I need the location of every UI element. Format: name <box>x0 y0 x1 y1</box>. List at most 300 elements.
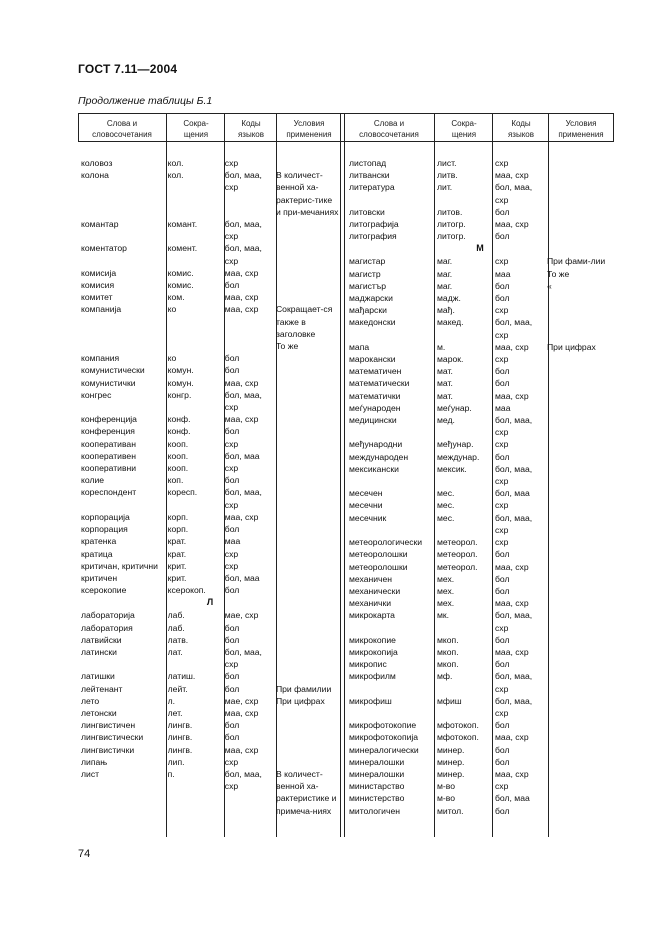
abbreviation-cell: лип. <box>167 756 185 767</box>
table-row <box>349 512 611 536</box>
language-codes-cell: бол, маа <box>224 450 260 461</box>
abbreviation-cell: мфиш <box>437 695 462 706</box>
conditions-cell: « <box>547 280 552 291</box>
conditions-cell <box>547 499 611 511</box>
table-row <box>81 169 339 218</box>
abbreviation-cell: комун. <box>167 365 194 376</box>
abbreviation-cell: мфотокоп. <box>437 732 479 743</box>
table-row <box>81 157 339 169</box>
conditions-cell <box>276 291 339 303</box>
table-row <box>81 474 339 486</box>
word-cell: механичен <box>349 573 393 584</box>
conditions-cell <box>276 267 339 279</box>
language-codes-cell: схр <box>224 560 239 571</box>
conditions-cell <box>547 536 611 548</box>
conditions-cell: То же <box>547 268 570 279</box>
table-row <box>81 744 339 756</box>
word-cell: министерство <box>349 793 405 804</box>
language-codes-cell <box>225 340 276 352</box>
language-codes-cell: схр <box>224 756 239 767</box>
conditions-cell: Сокращает-ся также в заголовке <box>275 304 333 339</box>
header-rule <box>166 113 167 140</box>
table-row <box>81 438 339 450</box>
word-cell: литовски <box>349 206 385 217</box>
conditions-cell <box>547 805 611 817</box>
conditions-cell: То же <box>275 341 299 352</box>
abbreviation-cell: лингв. <box>167 744 193 755</box>
conditions-cell <box>547 756 611 768</box>
header-conditions-right: Условия применения <box>558 119 604 139</box>
abbreviation-cell: кол. <box>167 158 184 168</box>
word-cell: компанија <box>81 304 122 315</box>
table-row <box>349 780 611 792</box>
header-codes-left: Коды языков <box>237 119 265 139</box>
word-cell: конгрес <box>81 389 112 400</box>
abbreviation-cell: мађ. <box>437 305 455 316</box>
language-codes-cell: бол, маа <box>224 572 260 583</box>
abbreviation-cell: мес. <box>437 512 455 523</box>
abbreviation-cell: мкоп. <box>437 634 459 645</box>
language-codes-cell: схр <box>224 463 239 474</box>
table-row <box>349 206 611 218</box>
conditions-cell <box>276 622 339 634</box>
language-codes-cell: маа, схр <box>224 377 259 388</box>
language-codes-cell: схр <box>495 781 509 792</box>
left-column-block <box>81 157 339 817</box>
word-cell: мапа <box>349 341 370 352</box>
conditions-cell <box>276 218 339 242</box>
conditions-cell <box>276 523 339 535</box>
word-cell: механички <box>349 598 392 609</box>
conditions-cell <box>276 389 339 413</box>
language-codes-cell: бол <box>495 744 510 755</box>
abbreviation-cell: ко <box>167 304 177 315</box>
conditions-cell <box>547 670 611 694</box>
conditions-cell <box>547 487 611 499</box>
word-cell: конференция <box>81 426 135 437</box>
language-codes-cell: бол <box>224 622 240 633</box>
word-cell: микропис <box>349 659 387 670</box>
language-codes-cell: маа, схр <box>495 646 529 657</box>
table-row <box>81 707 339 719</box>
word-cell: минералошки <box>349 768 405 779</box>
abbreviation-cell: крит. <box>167 572 187 583</box>
abbreviation-cell: метеорол. <box>437 561 478 572</box>
word-cell: микрофиш <box>349 695 392 706</box>
language-codes-cell: бол, маа, схр <box>224 219 262 242</box>
language-codes-cell: маа, схр <box>495 732 529 743</box>
abbreviation-cell: л. <box>167 695 176 706</box>
word-cell: летонски <box>81 707 117 718</box>
table-row <box>81 389 339 413</box>
language-codes-cell: бол <box>495 756 510 767</box>
conditions-cell <box>276 584 339 596</box>
word-cell: мексикански <box>349 463 399 474</box>
word-cell: лист <box>81 768 100 779</box>
word-cell: лейтенант <box>81 683 123 694</box>
language-codes-cell: бол, маа, схр <box>495 512 533 535</box>
language-codes-cell: маа, схр <box>224 511 259 522</box>
abbreviation-cell: минер. <box>437 744 465 755</box>
abbreviation-cell: кореcп. <box>167 487 198 498</box>
word-cell: маджарски <box>349 293 393 304</box>
language-codes-cell: бол, маа <box>495 793 530 804</box>
language-codes-cell: бол, маа, схр <box>495 463 533 487</box>
word-cell: кратица <box>81 548 113 559</box>
abbreviation-cell: корп. <box>167 524 189 535</box>
abbreviation-cell: латв. <box>167 634 189 645</box>
table-row <box>81 634 339 646</box>
language-codes-cell: бол <box>224 524 240 535</box>
abbreviation-cell: лингв. <box>167 720 193 731</box>
abbreviation-cell: м-во <box>437 793 456 804</box>
conditions-cell <box>547 744 611 756</box>
table-row <box>349 536 611 548</box>
table-row <box>81 352 339 364</box>
table-row <box>81 683 339 695</box>
header-codes-right: Коды языков <box>507 119 535 139</box>
word-cell: метеоролошки <box>349 549 408 560</box>
word-cell: микрокопија <box>349 646 398 657</box>
abbreviation-cell: лингв. <box>167 732 193 743</box>
abbreviation-cell: лаб. <box>167 610 185 621</box>
language-codes-cell: бол <box>495 378 510 389</box>
conditions-cell <box>547 646 611 658</box>
abbreviation-cell: кооп. <box>167 463 189 474</box>
abbreviation-cell: мексик. <box>437 463 467 474</box>
word-cell: микрофотокопие <box>349 720 417 731</box>
abbreviation-cell: конф. <box>167 414 191 425</box>
table-row <box>349 744 611 756</box>
conditions-cell <box>547 719 611 731</box>
table-row <box>349 341 611 353</box>
table-row <box>81 523 339 535</box>
conditions-cell <box>276 548 339 560</box>
table-row <box>349 365 611 377</box>
table-row <box>81 584 339 596</box>
column-rule <box>340 140 341 837</box>
language-codes-cell: маа <box>495 402 511 413</box>
word-cell: међународни <box>349 439 403 450</box>
header-abbr-left: Сокра- щения <box>183 119 209 139</box>
table-row <box>81 622 339 634</box>
table-row <box>349 169 611 181</box>
table-row <box>349 304 611 316</box>
table-row <box>349 463 611 487</box>
abbreviation-cell: лаб. <box>167 622 185 633</box>
table-row <box>349 255 611 267</box>
word-cell: литература <box>349 182 395 193</box>
language-codes-cell: маа, схр <box>495 219 529 230</box>
conditions-cell <box>276 634 339 646</box>
conditions-cell <box>276 731 339 743</box>
abbreviation-cell: метеорол. <box>437 537 478 548</box>
language-codes-cell: бол <box>495 280 510 291</box>
header-rule <box>276 113 277 140</box>
table-row <box>81 719 339 731</box>
abbreviation-cell: комант. <box>167 219 198 230</box>
word-cell: магистар <box>349 256 386 267</box>
conditions-cell <box>547 218 611 230</box>
language-codes-cell: схр <box>495 354 509 365</box>
header-rule <box>224 113 225 140</box>
table-header <box>78 113 614 142</box>
table-row <box>349 670 611 694</box>
table-row <box>349 768 611 780</box>
table-row <box>81 279 339 291</box>
table-row <box>349 756 611 768</box>
abbreviation-cell: крат. <box>167 536 187 547</box>
conditions-cell <box>547 316 611 340</box>
word-cell: метеоролошки <box>349 561 408 572</box>
word-cell: математичен <box>349 366 402 377</box>
language-codes-cell: бол <box>495 634 510 645</box>
language-codes-cell: бол <box>224 585 240 596</box>
abbreviation-cell: ко <box>167 353 177 364</box>
word-cell: критичан, критични <box>81 560 158 571</box>
word-cell: комантар <box>81 219 119 230</box>
table-row <box>81 267 339 279</box>
word-cell: литографија <box>349 219 399 230</box>
language-codes-cell: схр <box>224 438 239 449</box>
language-codes-cell: бол, маа, схр <box>495 671 533 694</box>
abbreviation-cell: литв. <box>437 170 458 181</box>
table-row <box>81 511 339 523</box>
abbreviation-cell: м-во <box>437 781 456 792</box>
language-codes-cell: мае, схр <box>224 610 259 621</box>
language-codes-cell: бол <box>224 280 240 291</box>
language-codes-cell: мае, схр <box>224 695 259 706</box>
word-cell: лингвистически <box>81 732 144 743</box>
abbreviation-cell: мед. <box>437 415 455 426</box>
abbreviation-cell: лит. <box>437 182 453 193</box>
table-row <box>349 695 611 719</box>
table-row <box>349 230 611 242</box>
word-cell: митологичен <box>349 805 400 816</box>
language-codes-cell: бол <box>495 549 510 560</box>
word-cell: литография <box>349 231 397 242</box>
abbreviation-cell: п. <box>167 768 175 779</box>
abbreviation-cell: литов. <box>437 206 463 217</box>
language-codes-cell: бол <box>224 683 240 694</box>
page-number: 74 <box>78 848 91 860</box>
word-cell: конференција <box>81 414 137 425</box>
abbreviation-cell: крат. <box>167 548 187 559</box>
conditions-cell <box>547 402 611 414</box>
abbreviation-cell: ксерокоп. <box>167 585 206 596</box>
word-cell: лабораторија <box>81 610 135 621</box>
table-row <box>349 280 611 292</box>
table-row <box>81 413 339 425</box>
language-codes-cell: маа <box>495 268 511 279</box>
conditions-cell <box>547 438 611 450</box>
abbreviation-cell: маг. <box>437 280 453 291</box>
language-codes-cell: бол <box>224 671 240 682</box>
conditions-cell <box>276 425 339 437</box>
header-rule <box>340 113 341 140</box>
conditions-cell <box>547 573 611 585</box>
table-row <box>349 157 611 169</box>
abbreviation-cell: мат. <box>437 378 453 389</box>
language-codes-cell: бол, маа, схр <box>495 415 533 438</box>
conditions-cell <box>547 304 611 316</box>
language-codes-cell: бол, маа, схр <box>495 317 533 340</box>
language-codes-cell: бол, маа, схр <box>224 243 262 266</box>
table-row <box>81 756 339 768</box>
conditions-cell <box>547 658 611 670</box>
word-cell: колие <box>81 475 105 486</box>
abbreviation-cell: мес. <box>437 488 455 499</box>
word-cell: магистър <box>349 280 387 291</box>
table-row <box>349 181 611 205</box>
abbreviation-cell <box>168 340 225 352</box>
word-cell: лингвистички <box>81 744 135 755</box>
conditions-cell <box>276 572 339 584</box>
table-row <box>349 353 611 365</box>
conditions-cell <box>547 206 611 218</box>
conditions-cell: В количест-венной ха-рактерис-тике и при-мечаниях <box>275 170 339 217</box>
word-cell: минералогически <box>349 744 419 755</box>
language-codes-cell: схр <box>495 439 509 450</box>
table-row <box>349 719 611 731</box>
word-cell: корпорација <box>81 511 130 522</box>
abbreviation-cell: међунар. <box>437 439 474 450</box>
language-codes-cell: маа, схр <box>224 707 259 718</box>
word-cell: магистр <box>349 268 381 279</box>
table-row <box>81 646 339 670</box>
language-codes-cell: бол <box>224 720 240 731</box>
abbreviation-cell: марок. <box>437 354 464 365</box>
word-cell: литвански <box>349 170 390 181</box>
abbreviation-cell: метеорол. <box>437 549 478 560</box>
abbreviation-cell: мех. <box>437 598 455 609</box>
table-row <box>349 646 611 658</box>
conditions-cell: При фами-лии <box>547 256 606 267</box>
word-cell: меѓународен <box>349 402 401 413</box>
language-codes-cell: маа, схр <box>495 768 529 779</box>
table-row <box>81 731 339 743</box>
abbreviation-cell: лист. <box>437 158 457 168</box>
conditions-cell <box>276 756 339 768</box>
word-cell: латински <box>81 646 117 657</box>
language-codes-cell: бол <box>224 634 240 645</box>
conditions-cell <box>547 414 611 438</box>
word-cell: механически <box>349 585 401 596</box>
conditions-cell <box>547 169 611 181</box>
abbreviation-cell: комун. <box>167 377 194 388</box>
abbreviation-cell: кооп. <box>167 438 189 449</box>
abbreviation-cell: мкоп. <box>437 646 459 657</box>
language-codes-cell: бол, маа, схр <box>224 170 262 193</box>
language-codes-cell: маа, схр <box>224 744 259 755</box>
language-codes-cell: бол <box>495 293 510 304</box>
conditions-cell <box>276 609 339 621</box>
language-codes-cell: бол <box>224 732 240 743</box>
language-codes-cell: бол, маа, схр <box>224 389 262 413</box>
abbreviation-cell: кол. <box>167 170 184 181</box>
word-cell: месечен <box>349 488 383 499</box>
word-cell: комисия <box>81 280 115 291</box>
abbreviation-cell: мех. <box>437 585 455 596</box>
table-row <box>81 560 339 572</box>
abbreviation-cell: конф. <box>167 426 191 437</box>
table-row <box>349 597 611 609</box>
conditions-cell <box>547 792 611 804</box>
conditions-cell <box>276 377 339 389</box>
word-cell: листопад <box>349 158 387 168</box>
table-row <box>349 658 611 670</box>
conditions-cell <box>276 242 339 266</box>
conditions-cell <box>547 780 611 792</box>
word-cell: македонски <box>349 317 396 328</box>
conditions-cell <box>547 597 611 609</box>
table-row <box>81 670 339 682</box>
language-codes-cell: бол <box>495 720 510 731</box>
header-rule <box>434 113 435 140</box>
abbreviation-cell: лет. <box>167 707 183 718</box>
language-codes-cell: схр <box>495 305 509 316</box>
table-row <box>349 634 611 646</box>
table-row <box>349 402 611 414</box>
abbreviation-cell: минер. <box>437 768 465 779</box>
conditions-cell <box>547 634 611 646</box>
language-codes-cell: маа, схр <box>495 598 529 609</box>
word-cell: корпорация <box>81 524 128 535</box>
conditions-cell <box>276 474 339 486</box>
conditions-cell <box>276 352 339 364</box>
table-row <box>349 573 611 585</box>
conditions-cell <box>547 585 611 597</box>
conditions-cell <box>547 157 611 169</box>
conditions-cell: При цифрах <box>275 695 325 706</box>
section-letter: Л <box>206 597 214 608</box>
abbreviation-cell: ком. <box>167 292 185 303</box>
table-row <box>349 805 611 817</box>
language-codes-cell: бол <box>224 365 240 376</box>
conditions-cell <box>547 353 611 365</box>
abbreviation-cell: латиш. <box>167 671 196 682</box>
header-words-left: Слова и словосочетания <box>92 119 152 139</box>
abbreviation-cell: мадж. <box>437 293 461 304</box>
conditions-cell <box>547 548 611 560</box>
abbreviation-cell: минер. <box>437 756 465 767</box>
header-rule <box>548 113 549 140</box>
word-cell: лето <box>81 695 100 706</box>
language-codes-cell: бол, маа, схр <box>224 487 262 510</box>
abbreviation-cell: мкоп. <box>437 659 459 670</box>
word-cell: липањ <box>81 756 108 767</box>
table-row <box>349 377 611 389</box>
table-row <box>349 316 611 340</box>
table-row <box>81 450 339 462</box>
word-cell: коментатор <box>81 243 127 254</box>
word-cell: латишки <box>81 671 115 682</box>
language-codes-cell: бол, маа, схр <box>224 768 262 792</box>
header-rule <box>492 113 493 140</box>
word-cell: месечник <box>349 512 387 523</box>
table-row <box>349 792 611 804</box>
abbreviation-cell: мат. <box>437 390 453 401</box>
abbreviation-cell: м. <box>437 341 446 352</box>
word-cell: международен <box>349 451 409 462</box>
language-codes-cell: маа, схр <box>224 304 259 315</box>
language-codes-cell: бол, маа, схр <box>224 646 262 670</box>
language-codes-cell: маа, схр <box>495 341 529 352</box>
table-row <box>81 486 339 510</box>
conditions-cell <box>547 731 611 743</box>
abbreviation-cell: меѓунар. <box>437 402 472 413</box>
word-cell: математички <box>349 390 401 401</box>
